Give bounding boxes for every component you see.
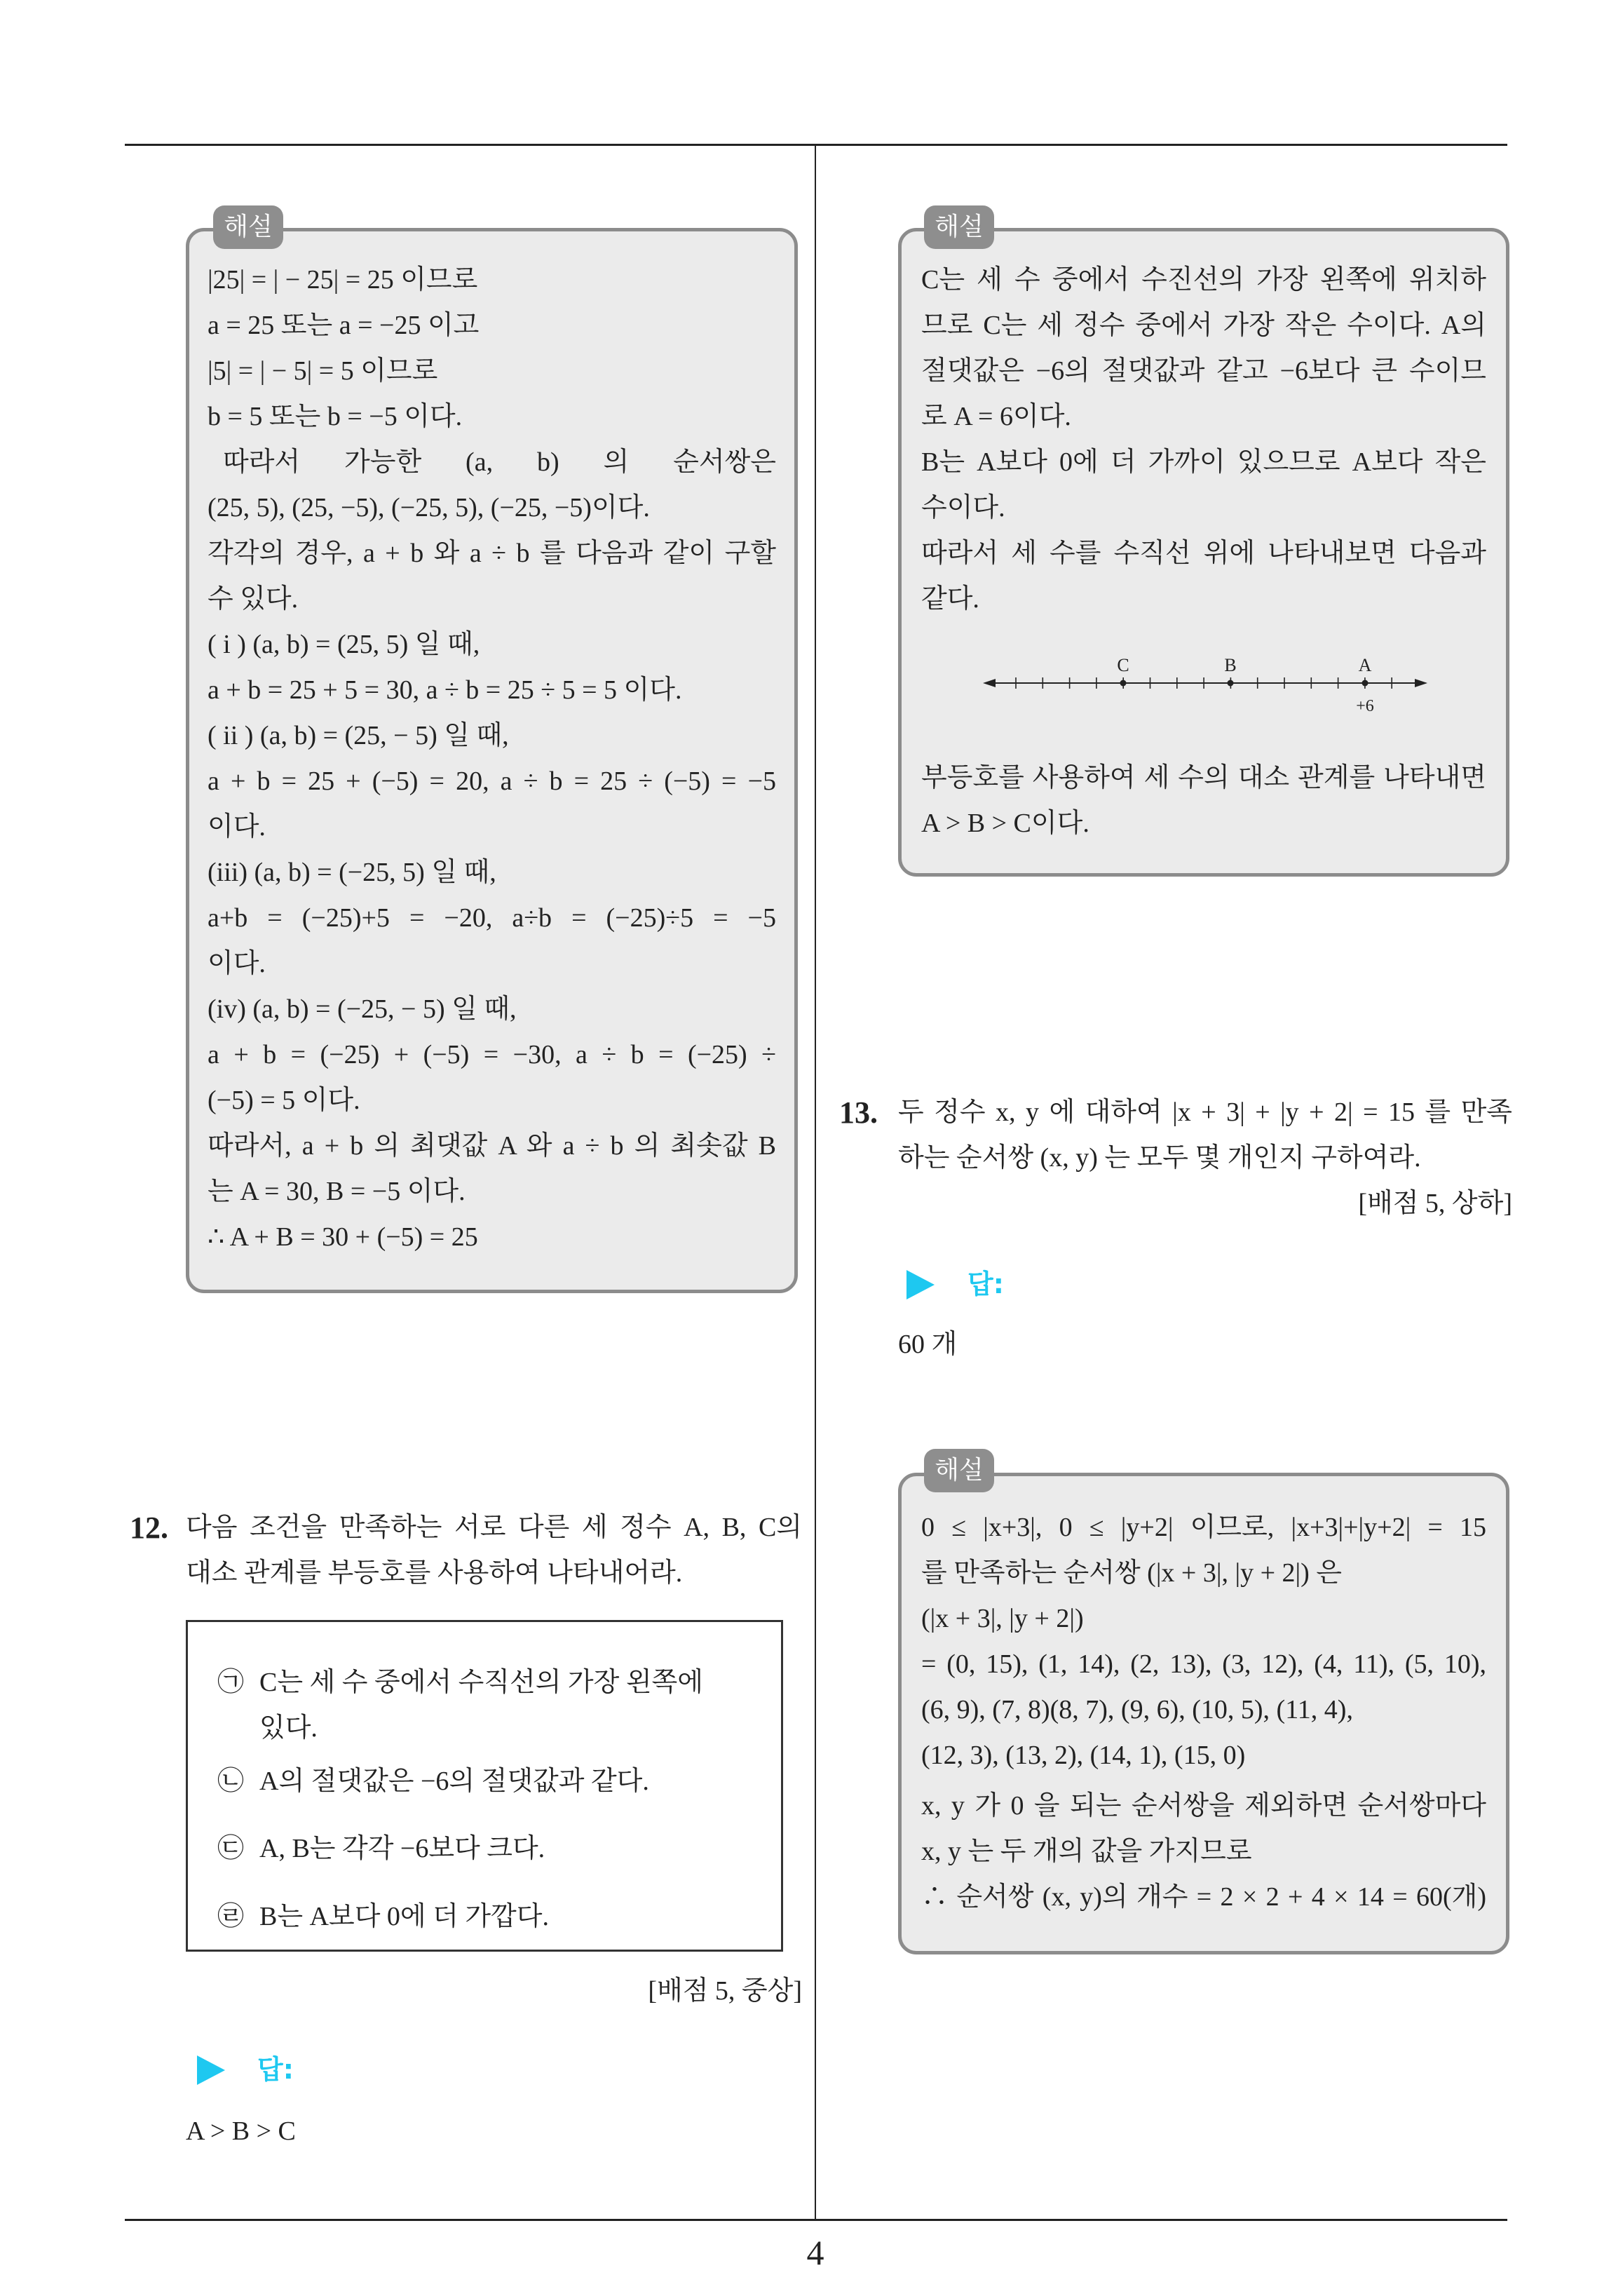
question-13-text <box>898 1090 1512 1181</box>
solution-line: 따라서 세 수를 수직선 위에 나타내보면 다음과 <box>921 539 1486 568</box>
conditions-box <box>186 1620 783 1952</box>
condition-text <box>259 1660 764 1751</box>
solution-line: 이다. <box>208 812 266 842</box>
solution-line: (25, 5), (25, −5), (−25, 5), (−25, −5)이다. <box>208 493 650 522</box>
solution-line: 로 A = 6이다. <box>921 402 1071 431</box>
condition-line: A, B는 각각 −6보다 크다. <box>259 1834 545 1863</box>
condition-marker: ㉢ <box>217 1834 245 1863</box>
solution-line: 같다. <box>921 584 979 614</box>
solution-line: a + b = (−25) + (−5) = −30, a ÷ b = (−25) ÷ <box>208 1040 776 1069</box>
answer-label: 답: <box>967 1269 1004 1299</box>
question-line: 하는 순서쌍 (x, y) 는 모두 몇 개인지 구하여라. <box>898 1143 1421 1173</box>
score-label: [배점 5, 상하] <box>1358 1189 1512 1218</box>
solution-line: (iv) (a, b) = (−25, − 5) 일 때, <box>208 994 517 1024</box>
question-12-text <box>186 1505 802 1596</box>
number-line-point-label: B <box>1224 655 1237 675</box>
solution-line: a + b = 25 + (−5) = 20, a ÷ b = 25 ÷ (−5) = −5 <box>208 767 776 796</box>
number-line-arrow-left <box>983 679 996 687</box>
solution-line: 를 만족하는 순서쌍 (|x + 3|, |y + 2|) 은 <box>921 1558 1342 1588</box>
solution-line: a = 25 또는 a = −25 이고 <box>208 311 480 340</box>
solution-line: a+b = (−25)+5 = −20, a÷b = (−25)÷5 = −5 <box>208 903 776 933</box>
solution-tag: 해설 <box>924 1449 994 1492</box>
solution-line: 따라서, a + b 의 최댓값 A 와 a ÷ b 의 최솟값 B <box>208 1131 776 1161</box>
solution-line: 부등호를 사용하여 세 수의 대소 관계를 나타내면 <box>921 763 1486 792</box>
solution-line: (iii) (a, b) = (−25, 5) 일 때, <box>208 858 496 887</box>
page-number: 4 <box>806 2233 824 2272</box>
solution-line: ∴ A + B = 30 + (−5) = 25 <box>208 1222 478 1252</box>
condition-marker: ㉠ <box>217 1668 245 1697</box>
solution-line: (−5) = 5 이다. <box>208 1086 360 1115</box>
solution-line: |5| = | − 5| = 5 이므로 <box>208 356 438 386</box>
number-line-point <box>1228 680 1234 687</box>
score-label: [배점 5, 중상] <box>648 1976 802 2006</box>
solution-line: 는 A = 30, B = −5 이다. <box>208 1177 466 1206</box>
column-divider <box>815 144 816 2220</box>
question-line: 대소 관계를 부등호를 사용하여 나타내어라. <box>186 1558 683 1588</box>
condition-text <box>259 1759 764 1804</box>
solution-line: 므로 C는 세 정수 중에서 가장 작은 수이다. A의 <box>921 311 1486 340</box>
solution-line: (12, 3), (13, 2), (14, 1), (15, 0) <box>921 1741 1246 1770</box>
solution-line: (|x + 3|, |y + 2|) <box>921 1604 1084 1633</box>
question-line: 다음 조건을 만족하는 서로 다른 세 정수 A, B, C의 <box>186 1513 802 1542</box>
answer-label: 답: <box>257 2054 294 2085</box>
number-line-point <box>1120 680 1127 687</box>
question-line: 두 정수 x, y 에 대하여 |x + 3| + |y + 2| = 15 를 만족 <box>898 1098 1512 1127</box>
solution-line: 따라서 가능한 (a, b) 의 순서쌍은 <box>223 447 776 477</box>
number-line-point-label: C <box>1117 655 1129 675</box>
solution-line: A > B > C이다. <box>921 809 1089 838</box>
solution-line: x, y 는 두 개의 값을 가지므로 <box>921 1837 1252 1866</box>
solution-line: 0 ≤ |x+3|, 0 ≤ |y+2| 이므로, |x+3|+|y+2| = 15 <box>921 1513 1486 1542</box>
condition-text <box>259 1826 764 1872</box>
answer-value: A > B > C <box>186 2116 296 2146</box>
number-line <box>982 652 1430 722</box>
condition-marker: ㉡ <box>217 1767 245 1796</box>
triangle-right-icon <box>197 2055 225 2085</box>
number-line-point-label: A <box>1358 655 1372 675</box>
solution-text-q11 <box>208 257 776 1260</box>
answer-value: 60 개 <box>898 1330 958 1359</box>
solution-line: ( ii ) (a, b) = (25, − 5) 일 때, <box>208 721 509 750</box>
condition-line: C는 세 수 중에서 수직선의 가장 왼쪽에 <box>259 1668 703 1697</box>
solution-line: x, y 가 0 을 되는 순서쌍을 제외하면 순서쌍마다 <box>921 1791 1486 1821</box>
solution-line: ( i ) (a, b) = (25, 5) 일 때, <box>208 630 480 659</box>
solution-line: 절댓값은 −6의 절댓값과 같고 −6보다 큰 수이므 <box>921 356 1486 386</box>
solution-line: 수 있다. <box>208 584 299 614</box>
number-line-arrow-right <box>1415 679 1427 687</box>
solution-line: ∴ 순서쌍 (x, y)의 개수 = 2 × 2 + 4 × 14 = 60(개) <box>921 1882 1486 1912</box>
solution-text-q12-conclusion <box>921 755 1486 846</box>
condition-line: A의 절댓값은 −6의 절댓값과 같다. <box>259 1767 649 1796</box>
question-number: 12. <box>130 1511 168 1545</box>
number-line-tick-label: +6 <box>1356 697 1374 715</box>
solution-line: = (0, 15), (1, 14), (2, 13), (3, 12), (4, 11), (5, 10), <box>921 1649 1486 1679</box>
solution-text-q12 <box>921 257 1486 622</box>
question-number: 13. <box>839 1095 878 1130</box>
condition-line: 있다. <box>259 1713 318 1743</box>
solution-line: |25| = | − 25| = 25 이므로 <box>208 265 478 295</box>
solution-line: C는 세 수 중에서 수진선의 가장 왼쪽에 위치하 <box>921 265 1486 295</box>
condition-marker: ㉣ <box>217 1902 245 1931</box>
triangle-right-icon <box>906 1270 935 1299</box>
solution-text-q13 <box>921 1505 1486 1920</box>
solution-line: B는 A보다 0에 더 가까이 있으므로 A보다 작은 <box>921 447 1486 477</box>
solution-line: 이다. <box>208 949 266 978</box>
solution-line: (6, 9), (7, 8)(8, 7), (9, 6), (10, 5), (11, 4), <box>921 1695 1353 1724</box>
bottom-rule <box>125 2219 1507 2221</box>
solution-line: 수이다. <box>921 493 1005 522</box>
number-line-point <box>1362 680 1369 687</box>
solution-line: b = 5 또는 b = −5 이다. <box>208 402 463 431</box>
solution-tag: 해설 <box>213 205 283 249</box>
top-rule <box>125 144 1507 146</box>
solution-line: 각각의 경우, a + b 와 a ÷ b 를 다음과 같이 구할 <box>208 539 776 568</box>
solution-tag: 해설 <box>924 205 994 249</box>
condition-line: B는 A보다 0에 더 가깝다. <box>259 1902 549 1931</box>
solution-line: a + b = 25 + 5 = 30, a ÷ b = 25 ÷ 5 = 5 이다. <box>208 675 682 705</box>
condition-text <box>259 1894 764 1940</box>
